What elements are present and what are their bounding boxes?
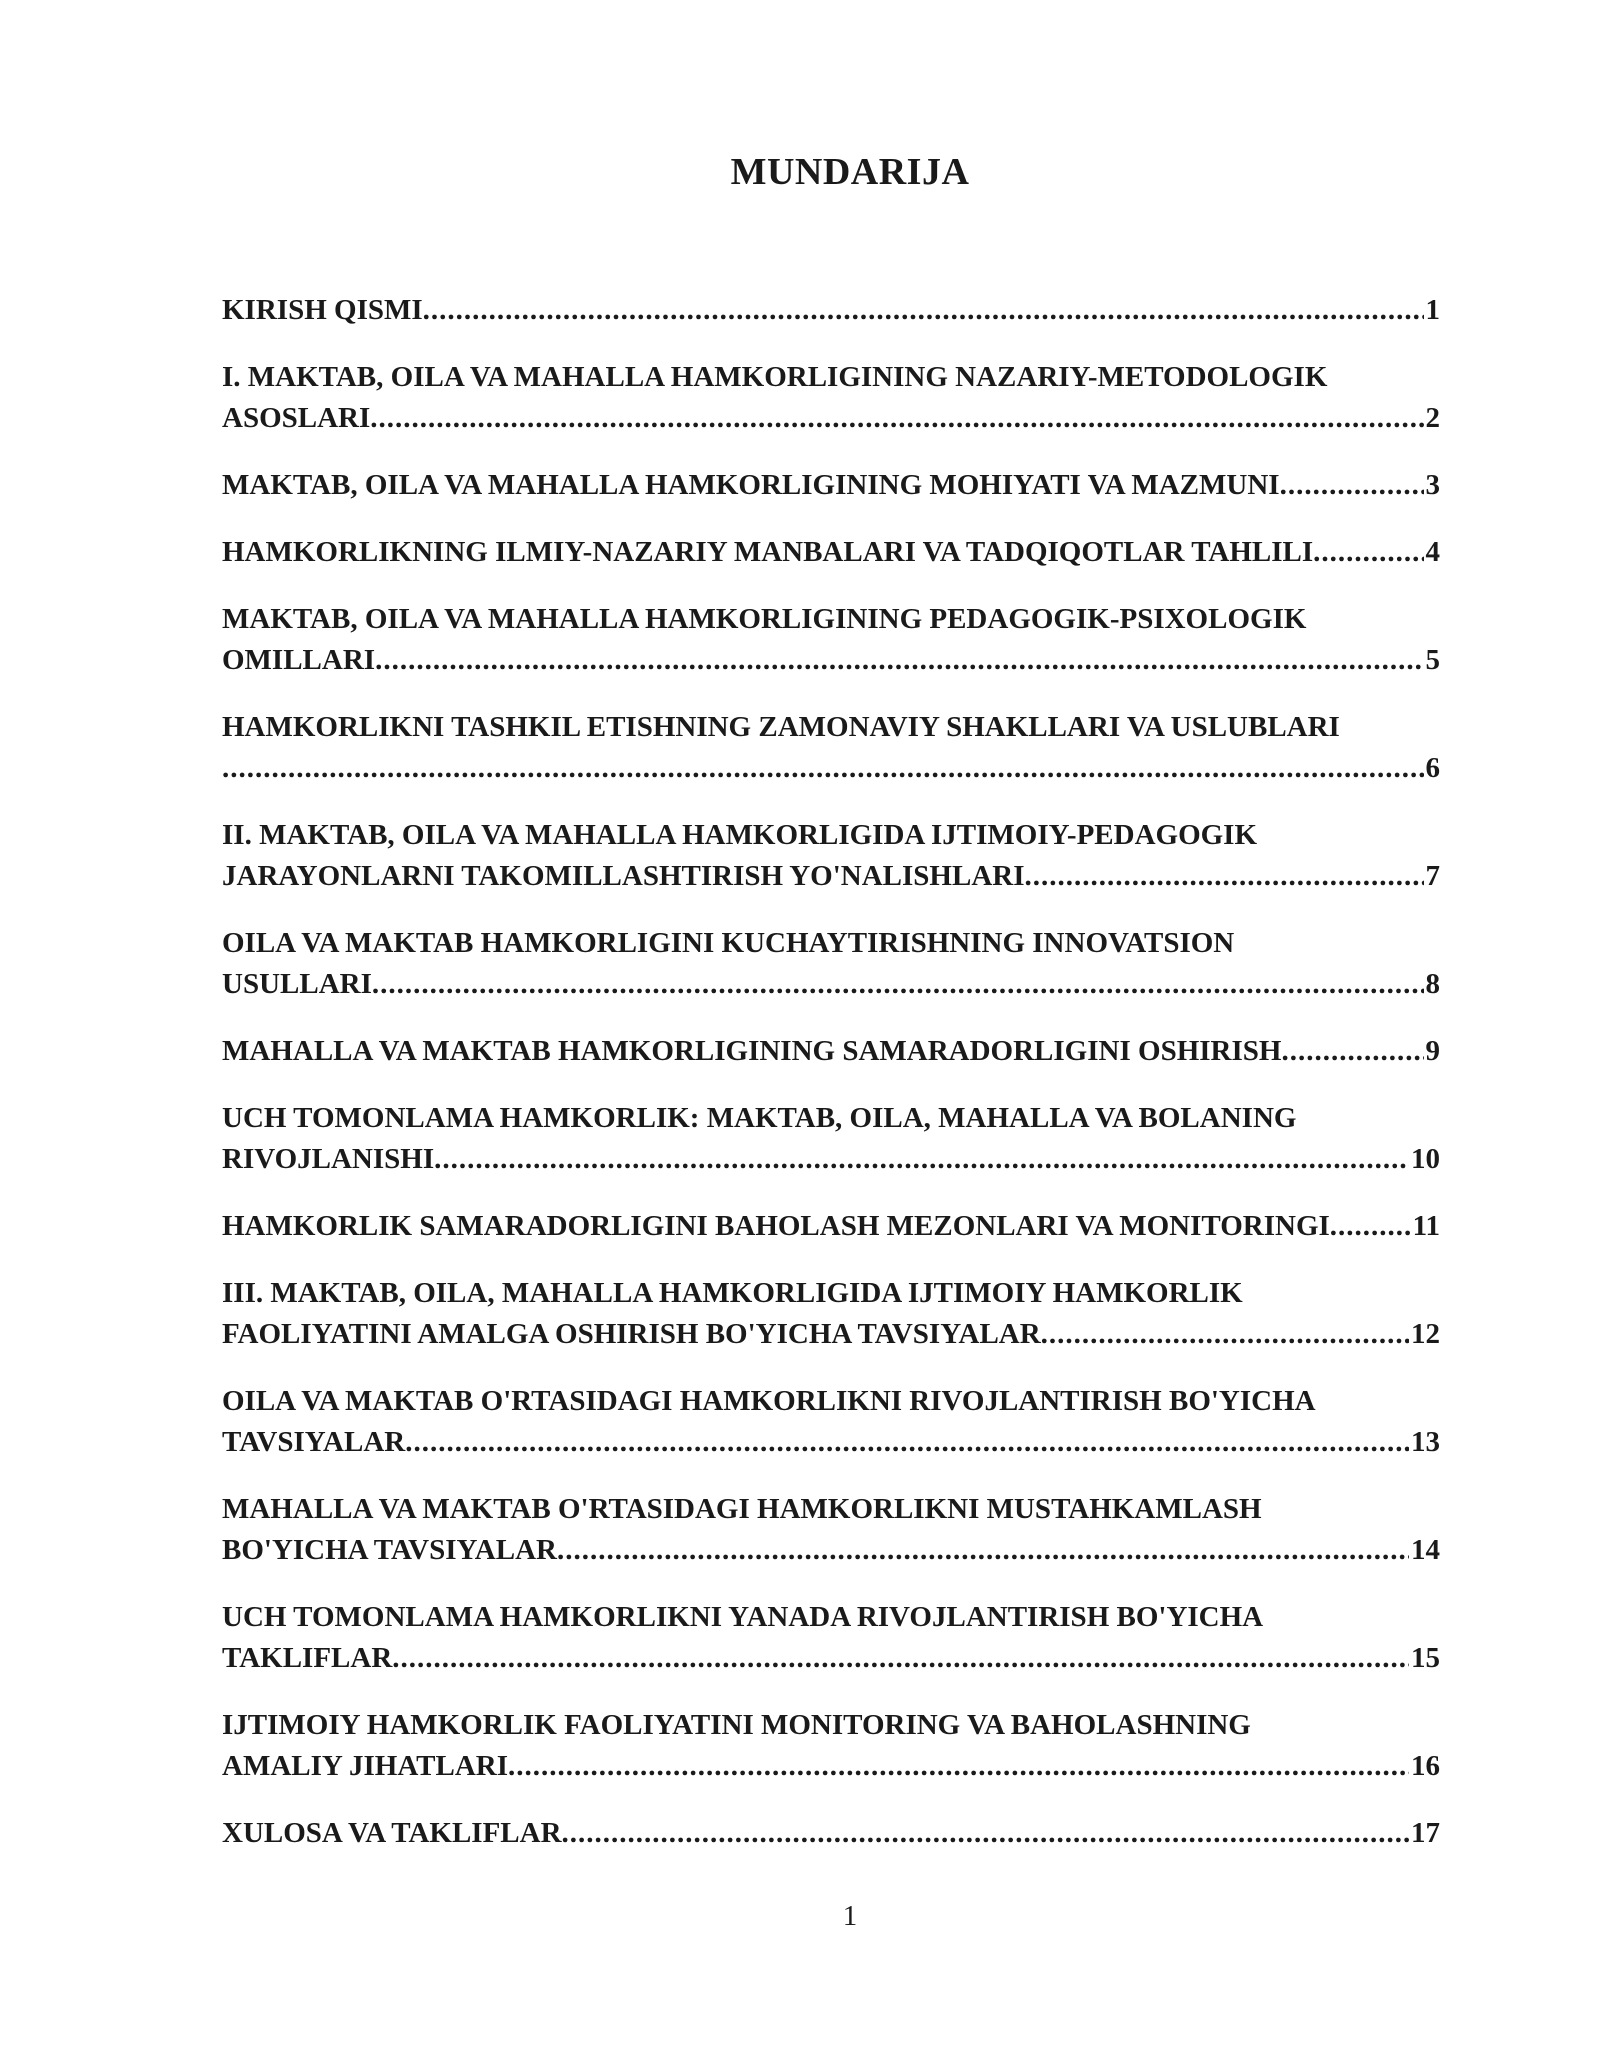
toc-entry-text: III. MAKTAB, OILA, MAHALLA HAMKORLIGIDA IJTIMOIY HAMKORLIK <box>222 1277 1243 1309</box>
toc-entry-text: JARAYONLARNI TAKOMILLASHTIRISH YO'NALISHLARI <box>222 860 1025 892</box>
toc-entry-text: OILA VA MAKTAB HAMKORLIGINI KUCHAYTIRISHNING INNOVATSION <box>222 927 1235 959</box>
dot-leader <box>222 748 1424 789</box>
dot-leader <box>562 1813 1409 1854</box>
dot-leader <box>1280 465 1424 506</box>
dot-leader <box>434 1139 1409 1180</box>
toc-entry[interactable] <box>222 1381 1440 1463</box>
toc-entry-text: FAOLIYATINI AMALGA OSHIRISH BO'YICHA TAVSIYALAR <box>222 1318 1041 1350</box>
toc-entry[interactable] <box>222 1813 1440 1854</box>
dot-leader <box>405 1422 1409 1463</box>
toc-entry-text: ASOSLARI <box>222 402 371 434</box>
toc-entry-text: II. MAKTAB, OILA VA MAHALLA HAMKORLIGIDA IJTIMOIY-PEDAGOGIK <box>222 819 1258 851</box>
toc-page-number: 14 <box>1411 1534 1440 1566</box>
toc-page-number: 4 <box>1425 536 1440 568</box>
toc-entry-text: MAKTAB, OILA VA MAHALLA HAMKORLIGINING MOHIYATI VA MAZMUNI <box>222 469 1280 501</box>
toc-entry[interactable] <box>222 465 1440 506</box>
toc-page-number: 5 <box>1425 644 1440 676</box>
toc-entry[interactable] <box>222 1098 1440 1180</box>
toc-page-number: 6 <box>1425 752 1440 784</box>
toc-page-number: 11 <box>1412 1210 1440 1242</box>
toc-entry-text: HAMKORLIK SAMARADORLIGINI BAHOLASH MEZONLARI VA MONITORINGI <box>222 1210 1330 1242</box>
toc-page-number: 3 <box>1425 469 1440 501</box>
toc-page-number: 15 <box>1411 1642 1440 1674</box>
toc-page-number: 10 <box>1411 1143 1440 1175</box>
dot-leader <box>508 1746 1409 1787</box>
toc-entry-text: AMALIY JIHATLARI <box>222 1750 508 1782</box>
toc-page-number: 17 <box>1411 1817 1440 1849</box>
toc-page-number: 16 <box>1411 1750 1440 1782</box>
toc-entry-text: OILA VA MAKTAB O'RTASIDAGI HAMKORLIKNI RIVOJLANTIRISH BO'YICHA <box>222 1385 1316 1417</box>
page-number-footer: 1 <box>842 1900 858 1932</box>
dot-leader <box>370 398 1423 439</box>
toc-page-number: 2 <box>1425 402 1440 434</box>
toc-entry-text: BO'YICHA TAVSIYALAR <box>222 1534 557 1566</box>
toc-page-number: 13 <box>1411 1426 1440 1458</box>
dot-leader <box>375 640 1423 681</box>
table-of-contents <box>222 290 1440 1880</box>
toc-entry-text: KIRISH QISMI <box>222 294 423 326</box>
toc-entry[interactable] <box>222 532 1440 573</box>
toc-entry[interactable] <box>222 1489 1440 1571</box>
dot-leader <box>1041 1314 1409 1355</box>
toc-entry[interactable] <box>222 599 1440 681</box>
toc-entry[interactable] <box>222 707 1440 789</box>
toc-entry-text: MAKTAB, OILA VA MAHALLA HAMKORLIGINING PEDAGOGIK-PSIXOLOGIK <box>222 603 1307 635</box>
toc-entry-text: XULOSA VA TAKLIFLAR <box>222 1817 562 1849</box>
toc-entry[interactable] <box>222 923 1440 1005</box>
toc-page-number: 8 <box>1425 968 1440 1000</box>
dot-leader <box>557 1530 1409 1571</box>
toc-page-number: 7 <box>1425 860 1440 892</box>
toc-entry[interactable] <box>222 1031 1440 1072</box>
toc-entry[interactable] <box>222 1206 1440 1247</box>
toc-entry-text: MAHALLA VA MAKTAB HAMKORLIGINING SAMARADORLIGINI OSHIRISH <box>222 1035 1282 1067</box>
toc-page-number: 12 <box>1411 1318 1440 1350</box>
toc-entry[interactable] <box>222 815 1440 897</box>
toc-page-number: 9 <box>1425 1035 1440 1067</box>
dot-leader <box>1330 1206 1411 1247</box>
toc-entry-text: OMILLARI <box>222 644 376 676</box>
dot-leader <box>1025 856 1424 897</box>
toc-entry[interactable] <box>222 1705 1440 1787</box>
dot-leader <box>392 1638 1409 1679</box>
toc-entry-text: TAVSIYALAR <box>222 1426 406 1458</box>
toc-entry-text: UCH TOMONLAMA HAMKORLIKNI YANADA RIVOJLANTIRISH BO'YICHA <box>222 1601 1264 1633</box>
toc-entry-text: USULLARI <box>222 968 372 1000</box>
toc-entry[interactable] <box>222 290 1440 331</box>
page-title: MUNDARIJA <box>730 151 970 193</box>
toc-entry-text: UCH TOMONLAMA HAMKORLIK: MAKTAB, OILA, MAHALLA VA BOLANING <box>222 1102 1297 1134</box>
dot-leader <box>1313 532 1423 573</box>
toc-entry[interactable] <box>222 1273 1440 1355</box>
toc-entry-text: TAKLIFLAR <box>222 1642 393 1674</box>
dot-leader <box>1281 1031 1423 1072</box>
toc-entry-text: HAMKORLIKNI TASHKIL ETISHNING ZAMONAVIY SHAKLLARI VA USLUBLARI <box>222 711 1340 743</box>
toc-entry[interactable] <box>222 1597 1440 1679</box>
toc-entry-text: I. MAKTAB, OILA VA MAHALLA HAMKORLIGINING NAZARIY-METODOLOGIK <box>222 361 1328 393</box>
toc-entry[interactable] <box>222 357 1440 439</box>
toc-entry-text: MAHALLA VA MAKTAB O'RTASIDAGI HAMKORLIKNI MUSTAHKAMLASH <box>222 1493 1262 1525</box>
toc-page-number: 1 <box>1425 294 1440 326</box>
toc-entry-text: IJTIMOIY HAMKORLIK FAOLIYATINI MONITORING VA BAHOLASHNING <box>222 1709 1251 1741</box>
dot-leader <box>423 290 1424 331</box>
dot-leader <box>372 964 1424 1005</box>
toc-entry-text: RIVOJLANISHI <box>222 1143 435 1175</box>
toc-entry-text: HAMKORLIKNING ILMIY-NAZARIY MANBALARI VA TADQIQOTLAR TAHLILI <box>222 536 1314 568</box>
